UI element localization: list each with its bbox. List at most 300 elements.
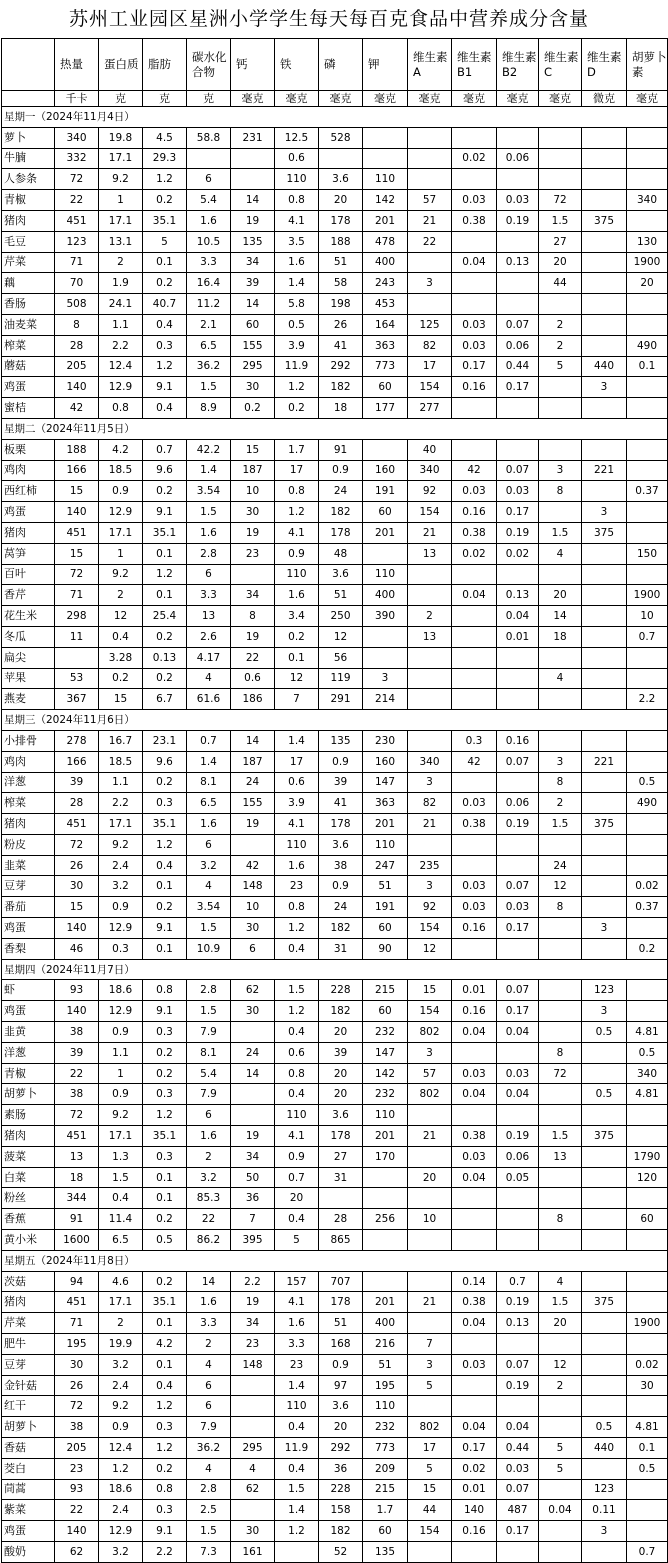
nutrient-value: 3.2 xyxy=(99,876,143,897)
food-name: 韭黄 xyxy=(2,1022,55,1043)
nutrient-value xyxy=(627,502,668,523)
food-row xyxy=(2,273,668,294)
nutrient-value: 2 xyxy=(99,1313,143,1334)
nutrient-value: 8 xyxy=(539,772,582,793)
nutrient-value: 2 xyxy=(539,1375,582,1396)
nutrient-value: 6 xyxy=(187,169,231,190)
nutrient-value: 1.4 xyxy=(275,1500,319,1521)
nutrient-value: 243 xyxy=(363,273,408,294)
nutrient-value: 9.1 xyxy=(143,502,187,523)
nutrient-value: 1.9 xyxy=(99,273,143,294)
food-name: 香梨 xyxy=(2,938,55,959)
nutrient-value: 205 xyxy=(55,1438,99,1459)
nutrient-value: 0.02 xyxy=(452,148,497,169)
nutrient-value xyxy=(497,1042,539,1063)
nutrient-value: 1.4 xyxy=(187,460,231,481)
nutrient-value: 195 xyxy=(55,1334,99,1355)
nutrient-value: 17 xyxy=(275,460,319,481)
day-header-row xyxy=(2,418,668,439)
nutrient-value: 0.03 xyxy=(452,335,497,356)
nutrient-value: 60 xyxy=(363,918,408,939)
food-name: 粉皮 xyxy=(2,834,55,855)
nutrient-value: 34 xyxy=(231,1146,275,1167)
nutrient-value: 231 xyxy=(231,127,275,148)
unit-cell: 毫克 xyxy=(275,91,319,107)
food-name: 萝卜 xyxy=(2,127,55,148)
nutrient-value: 400 xyxy=(363,252,408,273)
nutrient-value: 2.5 xyxy=(187,1500,231,1521)
nutrient-value: 12.4 xyxy=(99,1438,143,1459)
nutrient-value: 0.9 xyxy=(319,876,363,897)
nutrient-value xyxy=(539,834,582,855)
nutrient-value xyxy=(275,1541,319,1562)
nutrient-value: 278 xyxy=(55,730,99,751)
nutrient-value: 3.6 xyxy=(319,169,363,190)
nutrient-value: 707 xyxy=(319,1271,363,1292)
nutrient-value xyxy=(497,127,539,148)
nutrient-value xyxy=(539,1479,582,1500)
nutrient-value: 20 xyxy=(319,1084,363,1105)
nutrient-value: 13 xyxy=(55,1146,99,1167)
nutrient-value xyxy=(582,938,627,959)
nutrient-value: 0.2 xyxy=(143,772,187,793)
nutrient-value: 0.2 xyxy=(275,626,319,647)
nutrient-value: 140 xyxy=(55,918,99,939)
unit-cell: 毫克 xyxy=(539,91,582,107)
nutrient-value: 340 xyxy=(627,1063,668,1084)
nutrient-value: 110 xyxy=(363,1396,408,1417)
nutrient-value: 3 xyxy=(408,1354,452,1375)
nutrient-value: 340 xyxy=(408,460,452,481)
nutrient-value: 363 xyxy=(363,335,408,356)
nutrient-value xyxy=(452,127,497,148)
food-name: 肥牛 xyxy=(2,1334,55,1355)
nutrient-value: 11.2 xyxy=(187,294,231,315)
food-name: 油麦菜 xyxy=(2,314,55,335)
nutrient-value: 0.04 xyxy=(497,1417,539,1438)
food-row xyxy=(2,1458,668,1479)
nutrient-value xyxy=(452,398,497,419)
day-header-row xyxy=(2,959,668,980)
nutrient-value: 15 xyxy=(231,439,275,460)
food-row xyxy=(2,377,668,398)
nutrient-value xyxy=(452,169,497,190)
nutrient-value: 30 xyxy=(231,1001,275,1022)
nutrient-value: 3.2 xyxy=(99,1541,143,1562)
nutrient-value: 46 xyxy=(55,938,99,959)
nutrient-value: 0.06 xyxy=(497,1146,539,1167)
nutrient-value: 20 xyxy=(319,1417,363,1438)
food-name: 鸡蛋 xyxy=(2,918,55,939)
nutrient-value: 17.1 xyxy=(99,522,143,543)
nutrient-value: 154 xyxy=(408,1521,452,1542)
nutrient-value xyxy=(231,1417,275,1438)
nutrient-value: 215 xyxy=(363,980,408,1001)
nutrient-value: 0.9 xyxy=(99,897,143,918)
nutrient-value xyxy=(539,377,582,398)
nutrient-value: 5 xyxy=(539,1438,582,1459)
nutrient-value: 4.81 xyxy=(627,1084,668,1105)
nutrient-value: 6.5 xyxy=(187,793,231,814)
nutrient-value: 0.07 xyxy=(497,314,539,335)
food-row xyxy=(2,772,668,793)
nutrient-value xyxy=(539,1188,582,1209)
nutrient-value: 38 xyxy=(55,1084,99,1105)
nutrient-value xyxy=(452,938,497,959)
nutrient-value xyxy=(408,1105,452,1126)
nutrient-value: 0.1 xyxy=(143,876,187,897)
nutrient-value: 5.4 xyxy=(187,190,231,211)
food-row xyxy=(2,1209,668,1230)
nutrient-value xyxy=(497,647,539,668)
nutrient-value xyxy=(582,231,627,252)
nutrient-value xyxy=(452,834,497,855)
nutrient-value: 215 xyxy=(363,1479,408,1500)
nutrient-value: 36.2 xyxy=(187,1438,231,1459)
food-name: 猪肉 xyxy=(2,814,55,835)
nutrient-value: 7 xyxy=(408,1334,452,1355)
nutrient-value: 1.5 xyxy=(187,502,231,523)
nutrient-value: 2.2 xyxy=(627,689,668,710)
unit-cell: 毫克 xyxy=(408,91,452,107)
food-name: 百叶 xyxy=(2,564,55,585)
nutrient-value: 0.01 xyxy=(452,980,497,1001)
nutrient-value: 51 xyxy=(319,252,363,273)
nutrient-value: 6.5 xyxy=(99,1230,143,1251)
nutrient-value: 5 xyxy=(408,1458,452,1479)
nutrient-value: 0.16 xyxy=(452,1001,497,1022)
page-title: 苏州工业园区星洲小学学生每天每百克食品中营养成分含量 xyxy=(68,8,589,30)
nutrient-value: 0.3 xyxy=(143,1022,187,1043)
food-name: 牛腩 xyxy=(2,148,55,169)
nutrient-value: 0.06 xyxy=(497,148,539,169)
nutrient-value: 42 xyxy=(452,460,497,481)
nutrient-value: 39 xyxy=(319,1042,363,1063)
nutrient-value: 72 xyxy=(55,564,99,585)
nutrient-value xyxy=(539,502,582,523)
nutrient-value: 277 xyxy=(408,398,452,419)
nutrient-value: 375 xyxy=(582,1126,627,1147)
food-row xyxy=(2,1313,668,1334)
nutrient-value: 71 xyxy=(55,1313,99,1334)
day-label: 星期五（2024年11月8日） xyxy=(2,1250,668,1271)
nutrient-value: 1.6 xyxy=(187,210,231,231)
food-row xyxy=(2,918,668,939)
food-row xyxy=(2,1105,668,1126)
nutrient-value: 23 xyxy=(275,1354,319,1375)
nutrient-value: 60 xyxy=(363,502,408,523)
nutrient-value xyxy=(627,210,668,231)
nutrient-value: 3 xyxy=(363,668,408,689)
nutrient-value xyxy=(627,918,668,939)
nutrient-value: 2.2 xyxy=(99,793,143,814)
nutrient-value: 1.1 xyxy=(99,314,143,335)
food-row xyxy=(2,1292,668,1313)
nutrient-value: 3.6 xyxy=(319,564,363,585)
nutrient-value: 10 xyxy=(231,897,275,918)
nutrient-value: 91 xyxy=(55,1209,99,1230)
nutrient-value: 453 xyxy=(363,294,408,315)
header-row xyxy=(2,39,668,91)
nutrient-value: 0.9 xyxy=(275,1146,319,1167)
nutrient-value: 31 xyxy=(319,1167,363,1188)
nutrient-value: 0.8 xyxy=(275,1063,319,1084)
nutrient-value: 166 xyxy=(55,460,99,481)
nutrient-value xyxy=(363,543,408,564)
food-row xyxy=(2,210,668,231)
nutrient-value xyxy=(408,252,452,273)
nutrient-value: 5 xyxy=(143,231,187,252)
nutrient-value: 8.9 xyxy=(187,398,231,419)
nutrient-value xyxy=(363,439,408,460)
nutrient-value: 18 xyxy=(539,626,582,647)
food-row xyxy=(2,127,668,148)
nutrient-value xyxy=(231,1105,275,1126)
nutrient-value: 3 xyxy=(408,876,452,897)
nutrient-value: 0.4 xyxy=(99,626,143,647)
nutrient-value: 191 xyxy=(363,897,408,918)
nutrient-value: 23 xyxy=(231,1334,275,1355)
nutrient-value xyxy=(627,1105,668,1126)
unit-cell: 克 xyxy=(187,91,231,107)
nutrient-value: 58 xyxy=(319,273,363,294)
nutrient-value: 51 xyxy=(363,1354,408,1375)
nutrient-value xyxy=(408,169,452,190)
nutrient-value xyxy=(539,918,582,939)
food-name: 冬瓜 xyxy=(2,626,55,647)
nutrient-value: 0.03 xyxy=(497,1063,539,1084)
food-row xyxy=(2,522,668,543)
header-cell: 碳水化合物 xyxy=(187,39,231,91)
nutrient-value: 155 xyxy=(231,335,275,356)
nutrient-value xyxy=(497,398,539,419)
food-row xyxy=(2,876,668,897)
nutrient-value xyxy=(627,1188,668,1209)
food-name: 猪肉 xyxy=(2,1292,55,1313)
nutrient-value: 1.1 xyxy=(99,1042,143,1063)
nutrient-value: 135 xyxy=(319,730,363,751)
nutrient-value: 24 xyxy=(319,897,363,918)
nutrient-value: 209 xyxy=(363,1458,408,1479)
nutrient-value: 0.7 xyxy=(627,626,668,647)
nutrient-value: 0.07 xyxy=(497,1354,539,1375)
nutrient-value: 42 xyxy=(55,398,99,419)
nutrient-value: 12.9 xyxy=(99,377,143,398)
nutrient-value: 0.03 xyxy=(497,1458,539,1479)
food-name: 燕麦 xyxy=(2,689,55,710)
nutrient-value: 0.16 xyxy=(497,730,539,751)
unit-row xyxy=(2,91,668,107)
food-name: 猪肉 xyxy=(2,1126,55,1147)
unit-cell: 微克 xyxy=(582,91,627,107)
nutrient-value: 1.5 xyxy=(187,1001,231,1022)
nutrient-value: 19.8 xyxy=(99,127,143,148)
nutrient-value xyxy=(452,273,497,294)
nutrient-value xyxy=(582,1042,627,1063)
nutrient-value: 0.5 xyxy=(627,772,668,793)
food-name: 藕 xyxy=(2,273,55,294)
nutrient-value: 38 xyxy=(319,855,363,876)
nutrient-value: 20 xyxy=(275,1188,319,1209)
nutrient-value: 15 xyxy=(99,689,143,710)
food-name: 洋葱 xyxy=(2,772,55,793)
nutrient-value: 85.3 xyxy=(187,1188,231,1209)
nutrient-value xyxy=(452,294,497,315)
nutrient-value: 0.38 xyxy=(452,522,497,543)
nutrient-value: 44 xyxy=(408,1500,452,1521)
nutrient-value: 440 xyxy=(582,1438,627,1459)
nutrient-value: 1.4 xyxy=(187,751,231,772)
nutrient-value xyxy=(363,626,408,647)
nutrient-value: 0.19 xyxy=(497,210,539,231)
food-name: 香蕉 xyxy=(2,1209,55,1230)
nutrient-value: 3.5 xyxy=(275,231,319,252)
nutrient-value: 3.54 xyxy=(187,897,231,918)
nutrient-value: 0.7 xyxy=(497,1271,539,1292)
nutrient-value: 110 xyxy=(363,1105,408,1126)
nutrient-value: 9.1 xyxy=(143,1001,187,1022)
nutrient-value: 1.2 xyxy=(143,356,187,377)
nutrient-value: 62 xyxy=(231,980,275,1001)
nutrient-value: 0.19 xyxy=(497,814,539,835)
nutrient-value xyxy=(627,1230,668,1251)
nutrient-value xyxy=(231,1084,275,1105)
nutrient-value: 158 xyxy=(319,1500,363,1521)
nutrient-value: 24 xyxy=(319,481,363,502)
header-cell: 胡萝卜素 xyxy=(627,39,668,91)
nutrient-value: 90 xyxy=(363,938,408,959)
nutrient-value: 1.2 xyxy=(143,1105,187,1126)
nutrient-value: 8 xyxy=(539,1042,582,1063)
nutrient-value: 0.01 xyxy=(452,1479,497,1500)
nutrient-value: 2 xyxy=(539,314,582,335)
nutrient-value: 140 xyxy=(55,1521,99,1542)
nutrient-value xyxy=(582,1063,627,1084)
nutrient-value xyxy=(363,1188,408,1209)
nutrient-value xyxy=(497,231,539,252)
nutrient-value: 0.1 xyxy=(275,647,319,668)
nutrient-value: 17.1 xyxy=(99,1126,143,1147)
nutrient-value: 19 xyxy=(231,210,275,231)
food-row xyxy=(2,1438,668,1459)
nutrient-value: 119 xyxy=(319,668,363,689)
nutrient-value: 6 xyxy=(187,1375,231,1396)
nutrient-value: 0.13 xyxy=(497,1313,539,1334)
nutrient-value: 135 xyxy=(231,231,275,252)
nutrient-value xyxy=(582,1396,627,1417)
nutrient-value: 4 xyxy=(539,543,582,564)
nutrient-value xyxy=(497,294,539,315)
nutrient-value xyxy=(452,668,497,689)
food-name: 香菇 xyxy=(2,1438,55,1459)
nutrient-value: 82 xyxy=(408,335,452,356)
nutrient-value xyxy=(582,1541,627,1562)
nutrient-value: 0.8 xyxy=(275,481,319,502)
nutrient-value: 17.1 xyxy=(99,210,143,231)
nutrient-value: 8 xyxy=(539,481,582,502)
nutrient-value: 1.2 xyxy=(99,1458,143,1479)
nutrient-value xyxy=(408,1230,452,1251)
nutrient-value: 490 xyxy=(627,335,668,356)
nutrient-value: 1.4 xyxy=(275,1375,319,1396)
nutrient-value: 0.2 xyxy=(143,1209,187,1230)
nutrient-value xyxy=(627,564,668,585)
nutrient-value xyxy=(582,772,627,793)
nutrient-value: 8 xyxy=(231,606,275,627)
nutrient-value: 19 xyxy=(231,1292,275,1313)
nutrient-value: 11.9 xyxy=(275,1438,319,1459)
nutrient-value: 390 xyxy=(363,606,408,627)
nutrient-value: 51 xyxy=(319,1313,363,1334)
food-name: 香芹 xyxy=(2,585,55,606)
nutrient-value: 41 xyxy=(319,335,363,356)
nutrient-value: 23.1 xyxy=(143,730,187,751)
nutrient-value: 1.5 xyxy=(187,377,231,398)
nutrient-value: 201 xyxy=(363,1292,408,1313)
nutrient-value: 30 xyxy=(55,876,99,897)
nutrient-value: 188 xyxy=(55,439,99,460)
nutrient-value: 36 xyxy=(231,1188,275,1209)
food-row xyxy=(2,1417,668,1438)
nutrient-value xyxy=(408,647,452,668)
nutrient-value xyxy=(627,522,668,543)
nutrient-value: 214 xyxy=(363,689,408,710)
nutrient-value: 0.2 xyxy=(143,897,187,918)
nutrient-value: 1.2 xyxy=(143,1396,187,1417)
nutrient-value: 802 xyxy=(408,1417,452,1438)
food-name: 茨菇 xyxy=(2,1271,55,1292)
nutrient-value xyxy=(231,148,275,169)
nutrient-value: 160 xyxy=(363,751,408,772)
nutrient-value: 20 xyxy=(539,252,582,273)
nutrient-value: 15 xyxy=(55,543,99,564)
nutrient-value: 9.2 xyxy=(99,169,143,190)
nutrient-value: 3.9 xyxy=(275,335,319,356)
nutrient-value: 177 xyxy=(363,398,408,419)
nutrient-value: 24 xyxy=(539,855,582,876)
nutrient-value: 23 xyxy=(231,543,275,564)
nutrient-value: 9.2 xyxy=(99,1396,143,1417)
nutrient-value xyxy=(452,1541,497,1562)
nutrient-value: 1.5 xyxy=(187,918,231,939)
nutrient-value: 38 xyxy=(55,1022,99,1043)
nutrient-value xyxy=(363,1271,408,1292)
nutrient-value xyxy=(582,481,627,502)
nutrient-value: 16.4 xyxy=(187,273,231,294)
nutrient-value: 18 xyxy=(319,398,363,419)
nutrient-value: 6 xyxy=(231,938,275,959)
nutrient-value xyxy=(539,938,582,959)
nutrient-value: 395 xyxy=(231,1230,275,1251)
nutrient-value: 3.9 xyxy=(275,793,319,814)
nutrient-value: 9.6 xyxy=(143,751,187,772)
nutrient-value: 187 xyxy=(231,751,275,772)
nutrient-value xyxy=(627,980,668,1001)
nutrient-value: 1.6 xyxy=(275,855,319,876)
nutrient-value: 0.19 xyxy=(497,1375,539,1396)
nutrient-value: 72 xyxy=(539,1063,582,1084)
nutrient-value: 235 xyxy=(408,855,452,876)
nutrient-value: 60 xyxy=(363,377,408,398)
food-row xyxy=(2,1022,668,1043)
nutrient-value: 13.1 xyxy=(99,231,143,252)
nutrient-value: 201 xyxy=(363,522,408,543)
nutrient-value: 0.9 xyxy=(99,481,143,502)
nutrient-value: 0.6 xyxy=(275,1042,319,1063)
nutrient-value xyxy=(582,564,627,585)
nutrient-value: 35.1 xyxy=(143,210,187,231)
nutrient-value: 24 xyxy=(231,1042,275,1063)
